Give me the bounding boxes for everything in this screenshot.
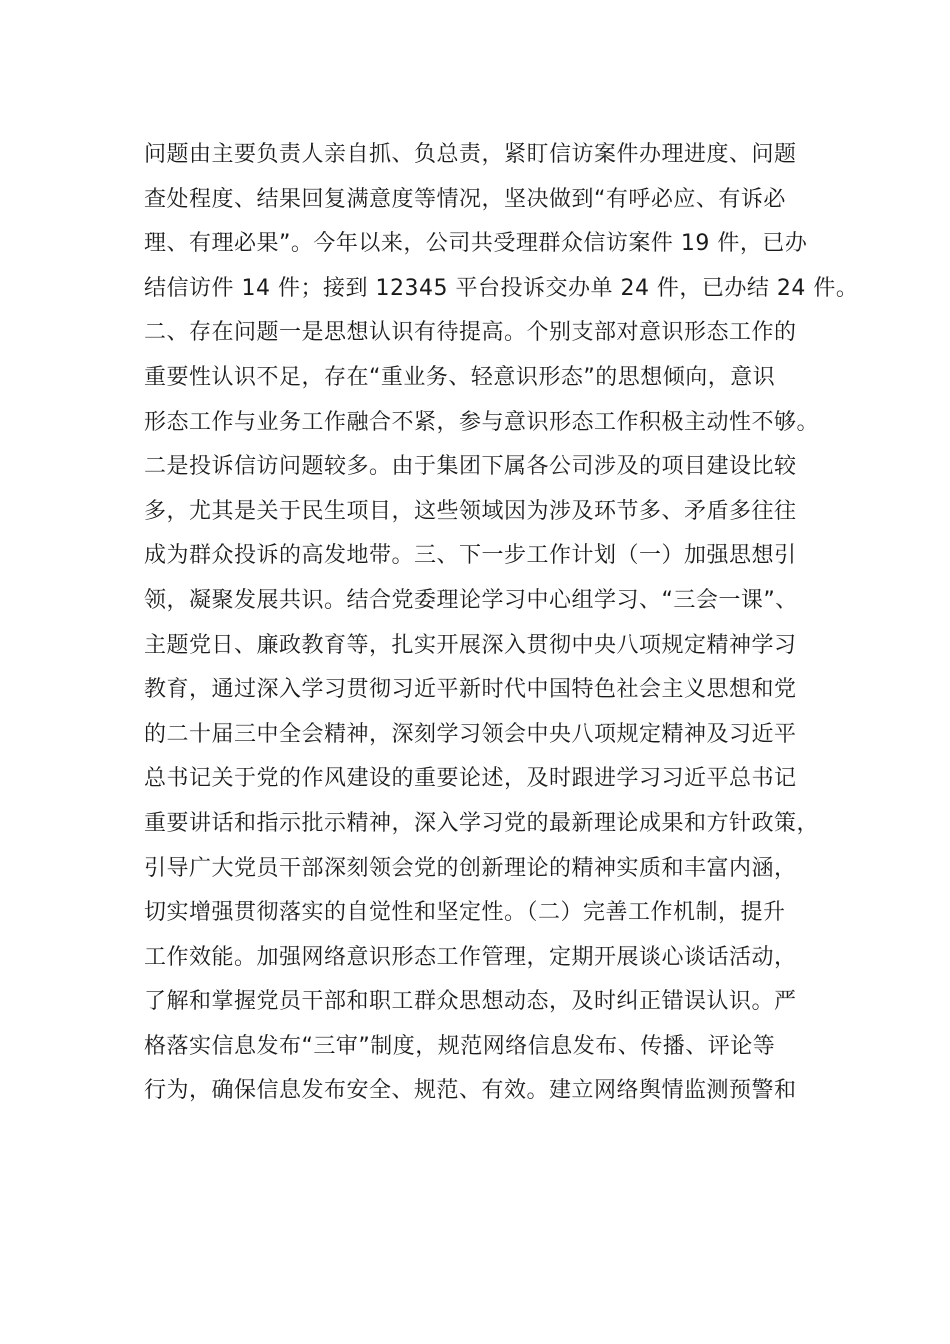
body-text: [144, 133, 859, 1114]
text-line: 格落实信息发布“三审”制度，规范网络信息发布、传播、评论等: [144, 1033, 776, 1059]
text-line: 成为群众投诉的高发地带。三、下一步工作计划（一）加强思想引: [144, 543, 797, 569]
text-line: 的二十届三中全会精神，深刻学习领会中央八项规定精神及习近平: [144, 721, 797, 747]
text-line: 形态工作与业务工作融合不紧，参与意识形态工作积极主动性不够。: [144, 409, 820, 435]
text-line: 引导广大党员干部深刻领会党的创新理论的精神实质和丰富内涵，: [144, 855, 797, 881]
text-line: 二、存在问题一是思想认识有待提高。个别支部对意识形态工作的: [144, 320, 797, 346]
text-line: 多，尤其是关于民生项目，这些领域因为涉及环节多、矛盾多往往: [144, 498, 797, 524]
text-line: 二是投诉信访问题较多。由于集团下属各公司涉及的项目建设比较: [144, 454, 797, 480]
text-line: 教育，通过深入学习贯彻习近平新时代中国特色社会主义思想和党: [144, 677, 797, 703]
text-line: 重要讲话和指示批示精神，深入学习党的最新理论成果和方针政策，: [144, 810, 820, 836]
text-line: 主题党日、廉政教育等，扎实开展深入贯彻中央八项规定精神学习: [144, 632, 797, 658]
text-line: 切实增强贯彻落实的自觉性和坚定性。（二）完善工作机制，提升: [144, 900, 786, 926]
text-line: 行为，确保信息发布安全、规范、有效。建立网络舆情监测预警和: [144, 1078, 797, 1104]
text-line: 理、有理必果”。今年以来，公司共受理群众信访案件 19 件，已办: [144, 231, 808, 257]
text-line: 工作效能。加强网络意识形态工作管理，定期开展谈心谈话活动，: [144, 944, 797, 970]
text-line: 结信访件 14 件；接到 12345 平台投诉交办单 24 件，已办结 24 件。: [144, 275, 859, 301]
text-line: 总书记关于党的作风建设的重要论述，及时跟进学习习近平总书记: [144, 766, 797, 792]
text-line: 领，凝聚发展共识。结合党委理论学习中心组学习、“三会一课”、: [144, 587, 798, 613]
text-line: 查处程度、结果回复满意度等情况，坚决做到“有呼必应、有诉必: [144, 186, 786, 212]
text-line: 问题由主要负责人亲自抓、负总责，紧盯信访案件办理进度、问题: [144, 142, 797, 167]
text-line: 了解和掌握党员干部和职工群众思想动态，及时纠正错误认识。严: [144, 989, 797, 1015]
text-line: 重要性认识不足，存在“重业务、轻意识形态”的思想倾向，意识: [144, 364, 776, 390]
